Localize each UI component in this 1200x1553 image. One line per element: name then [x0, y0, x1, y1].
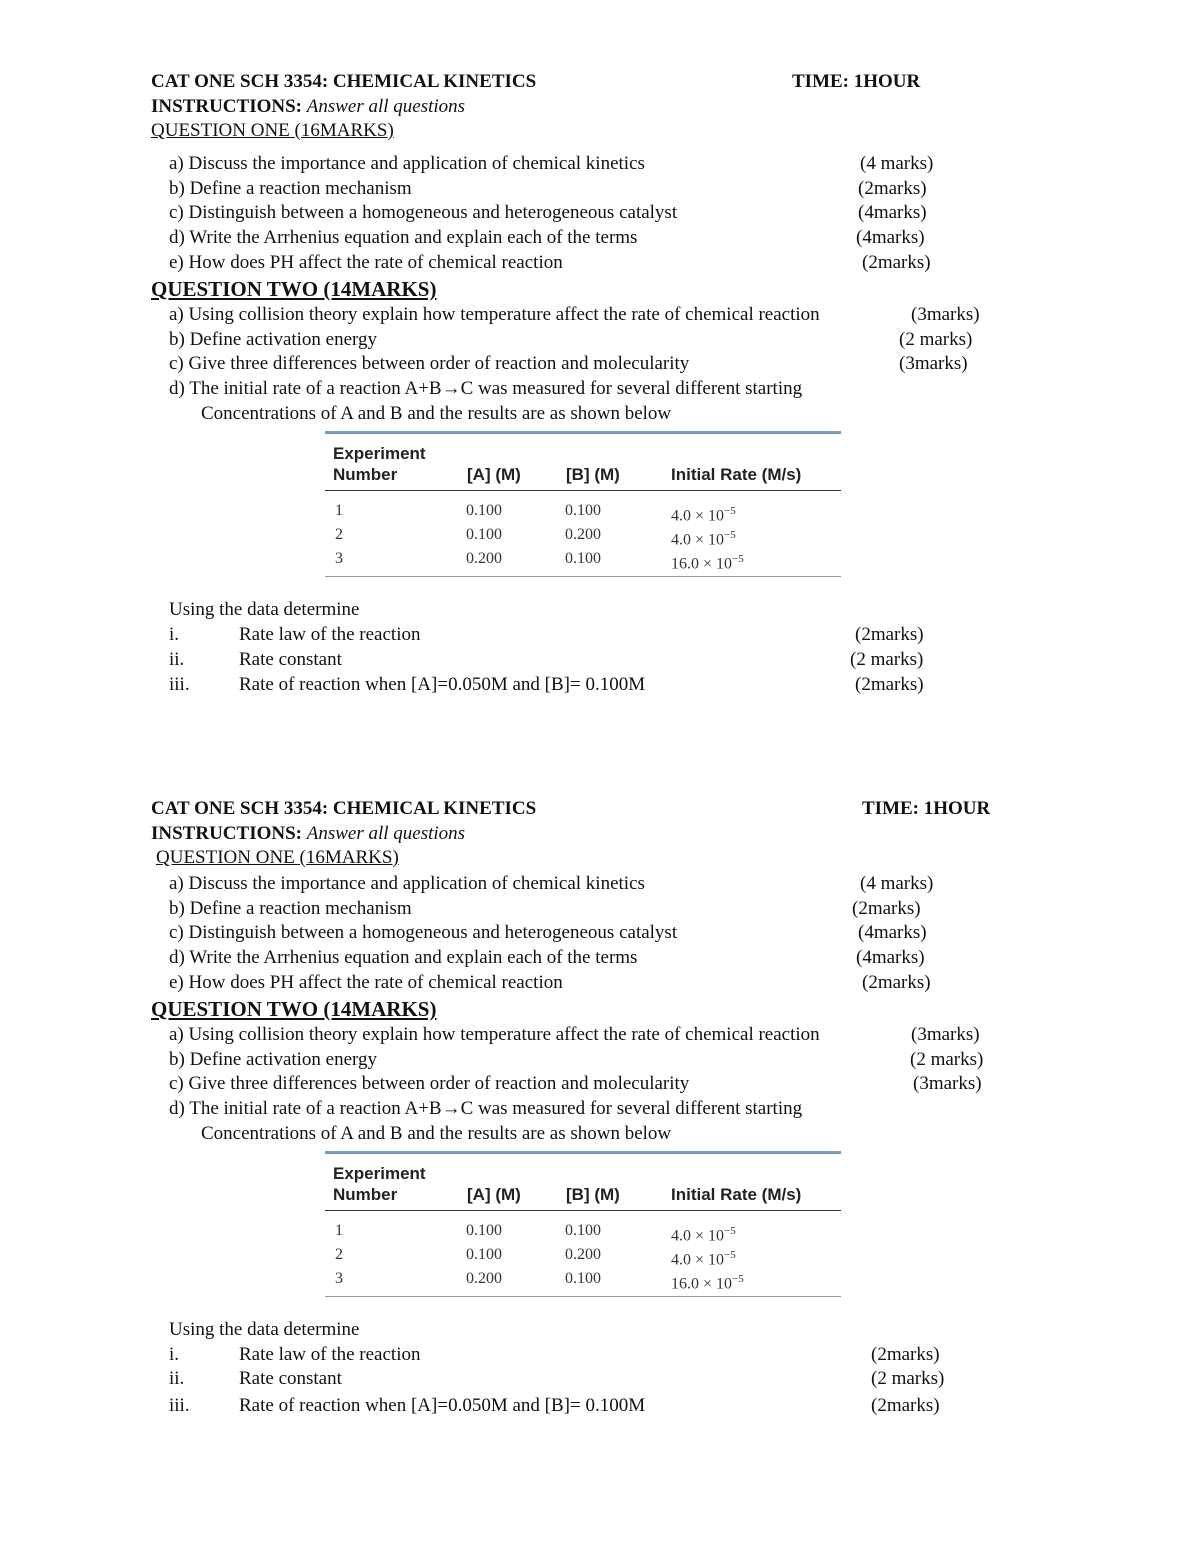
- table-header-rule: [325, 1210, 841, 1211]
- rate-data-table: [325, 431, 841, 579]
- instructions-label: INSTRUCTIONS:: [151, 823, 302, 844]
- q1-item-e: e) How does PH affect the rate of chemical reaction: [169, 972, 563, 993]
- rate-data-table: [325, 1151, 841, 1299]
- cell-a-conc: 0.100: [466, 1222, 502, 1239]
- q1-item-b: b) Define a reaction mechanism: [169, 898, 412, 919]
- question-two-heading: QUESTION TWO (14MARKS): [151, 997, 437, 1021]
- q1-item-b-marks: (2marks): [852, 898, 921, 919]
- cell-b-conc: 0.100: [565, 502, 601, 519]
- cell-experiment-number: 2: [335, 526, 343, 543]
- cell-a-conc: 0.100: [466, 502, 502, 519]
- question-one-heading: QUESTION ONE (16MARKS): [156, 847, 399, 868]
- q1-item-c-marks: (4marks): [858, 922, 927, 943]
- q1-item-e-marks: (2marks): [862, 972, 931, 993]
- exam-time: TIME: 1HOUR: [792, 71, 921, 92]
- q1-item-a-marks: (4 marks): [860, 153, 934, 174]
- q1-item-c: c) Distinguish between a homogeneous and heterogeneous catalyst: [169, 202, 678, 223]
- cell-a-conc: 0.200: [466, 550, 502, 567]
- cell-initial-rate: $4.0 \times 10^{-5}$: [671, 505, 736, 525]
- cell-b-conc: 0.100: [565, 1222, 601, 1239]
- cell-initial-rate: $4.0 \times 10^{-5}$: [671, 1249, 736, 1269]
- question-one-heading: QUESTION ONE (16MARKS): [151, 120, 394, 141]
- determine-line: Using the data determine: [169, 1319, 360, 1340]
- q1-item-a-marks: (4 marks): [860, 873, 934, 894]
- q2-item-d-line2: Concentrations of A and B and the results are as shown below: [201, 1123, 672, 1144]
- sub-item-number: i.: [169, 1344, 180, 1365]
- q1-item-e-marks: (2marks): [862, 252, 931, 273]
- header-initial-rate: Initial Rate (M/s): [671, 1185, 802, 1204]
- cell-experiment-number: 3: [335, 1270, 343, 1287]
- sub-item-number: ii.: [169, 649, 185, 670]
- q2-item-d-line2: Concentrations of A and B and the results are as shown below: [201, 403, 672, 424]
- header-a-conc: [A] (M): [467, 1185, 521, 1204]
- cell-b-conc: 0.100: [565, 1270, 601, 1287]
- q2-item-a: a) Using collision theory explain how temperature affect the rate of chemical reaction: [169, 1024, 820, 1045]
- cell-experiment-number: 3: [335, 550, 343, 567]
- q2-item-b: b) Define activation energy: [169, 329, 378, 350]
- q1-item-a: a) Discuss the importance and application of chemical kinetics: [169, 153, 645, 174]
- cell-b-conc: 0.200: [565, 526, 601, 543]
- q2-item-a: a) Using collision theory explain how temperature affect the rate of chemical reaction: [169, 304, 820, 325]
- sub-item-number: iii.: [169, 1395, 190, 1416]
- sub-item-text: Rate law of the reaction: [239, 624, 421, 645]
- q1-item-c: c) Distinguish between a homogeneous and heterogeneous catalyst: [169, 922, 678, 943]
- question-two-heading: QUESTION TWO (14MARKS): [151, 277, 437, 301]
- q1-item-d-marks: (4marks): [856, 227, 925, 248]
- cell-a-conc: 0.100: [466, 526, 502, 543]
- cell-a-conc: 0.100: [466, 1246, 502, 1263]
- cell-initial-rate: $16.0 \times 10^{-5}$: [671, 553, 744, 573]
- determine-line: Using the data determine: [169, 599, 360, 620]
- q2-item-c: c) Give three differences between order of reaction and molecularity: [169, 1073, 690, 1094]
- cell-experiment-number: 2: [335, 1246, 343, 1263]
- cell-initial-rate: $4.0 \times 10^{-5}$: [671, 1225, 736, 1245]
- header-a-conc: [A] (M): [467, 465, 521, 484]
- q1-item-d: d) Write the Arrhenius equation and explain each of the terms: [169, 947, 638, 968]
- instructions-line: [151, 95, 465, 119]
- q2-item-b-marks: (2 marks): [910, 1049, 984, 1070]
- q2-item-c-marks: (3marks): [899, 353, 968, 374]
- instructions-label: INSTRUCTIONS:: [151, 96, 302, 117]
- table-top-rule: [325, 1151, 841, 1154]
- sub-item-number: i.: [169, 624, 180, 645]
- header-initial-rate: Initial Rate (M/s): [671, 465, 802, 484]
- sub-item-marks: (2marks): [855, 624, 924, 645]
- q2-item-b-marks: (2 marks): [899, 329, 973, 350]
- q1-item-b: b) Define a reaction mechanism: [169, 178, 412, 199]
- q1-item-d: d) Write the Arrhenius equation and explain each of the terms: [169, 227, 638, 248]
- cell-b-conc: 0.200: [565, 1246, 601, 1263]
- q1-item-a: a) Discuss the importance and application of chemical kinetics: [169, 873, 645, 894]
- cell-initial-rate: $4.0 \times 10^{-5}$: [671, 529, 736, 549]
- instructions-text: Answer all questions: [306, 823, 466, 844]
- exam-time: TIME: 1HOUR: [862, 798, 991, 819]
- sub-item-text: Rate of reaction when [A]=0.050M and [B]= 0.100M: [239, 1395, 646, 1416]
- sub-item-number: ii.: [169, 1368, 185, 1389]
- q2-item-a-marks: (3marks): [911, 1024, 980, 1045]
- cell-a-conc: 0.200: [466, 1270, 502, 1287]
- q2-item-c-marks: (3marks): [913, 1073, 982, 1094]
- exam-title: CAT ONE SCH 3354: CHEMICAL KINETICS: [151, 71, 537, 92]
- cell-initial-rate: $16.0 \times 10^{-5}$: [671, 1273, 744, 1293]
- cell-b-conc: 0.100: [565, 550, 601, 567]
- sub-item-text: Rate of reaction when [A]=0.050M and [B]= 0.100M: [239, 674, 646, 695]
- q1-item-b-marks: (2marks): [858, 178, 927, 199]
- q1-item-e: e) How does PH affect the rate of chemical reaction: [169, 252, 563, 273]
- sub-item-marks: (2marks): [855, 674, 924, 695]
- sub-item-marks: (2 marks): [850, 649, 924, 670]
- q2-item-d-line1: d) The initial rate of a reaction A+B→C was measured for several different starting: [169, 1098, 803, 1119]
- q1-item-d-marks: (4marks): [856, 947, 925, 968]
- header-experiment: Experiment Number: [333, 444, 426, 484]
- sub-item-marks: (2marks): [871, 1395, 940, 1416]
- sub-item-number: iii.: [169, 674, 190, 695]
- instructions-text: Answer all questions: [306, 96, 466, 117]
- q1-item-c-marks: (4marks): [858, 202, 927, 223]
- sub-item-text: Rate constant: [239, 649, 342, 670]
- q2-item-b: b) Define activation energy: [169, 1049, 378, 1070]
- header-b-conc: [B] (M): [566, 465, 620, 484]
- exam-title: CAT ONE SCH 3354: CHEMICAL KINETICS: [151, 798, 537, 819]
- q2-item-d-line1: d) The initial rate of a reaction A+B→C was measured for several different starting: [169, 378, 803, 399]
- sub-item-marks: (2marks): [871, 1344, 940, 1365]
- cell-experiment-number: 1: [335, 1222, 343, 1239]
- table-bottom-rule: [325, 1296, 841, 1297]
- sub-item-text: Rate law of the reaction: [239, 1344, 421, 1365]
- table-bottom-rule: [325, 576, 841, 577]
- instructions-line: [151, 822, 465, 846]
- q2-item-a-marks: (3marks): [911, 304, 980, 325]
- cell-experiment-number: 1: [335, 502, 343, 519]
- header-experiment: Experiment Number: [333, 1164, 426, 1204]
- table-header-rule: [325, 490, 841, 491]
- sub-item-marks: (2 marks): [871, 1368, 945, 1389]
- table-top-rule: [325, 431, 841, 434]
- header-b-conc: [B] (M): [566, 1185, 620, 1204]
- sub-item-text: Rate constant: [239, 1368, 342, 1389]
- q2-item-c: c) Give three differences between order of reaction and molecularity: [169, 353, 690, 374]
